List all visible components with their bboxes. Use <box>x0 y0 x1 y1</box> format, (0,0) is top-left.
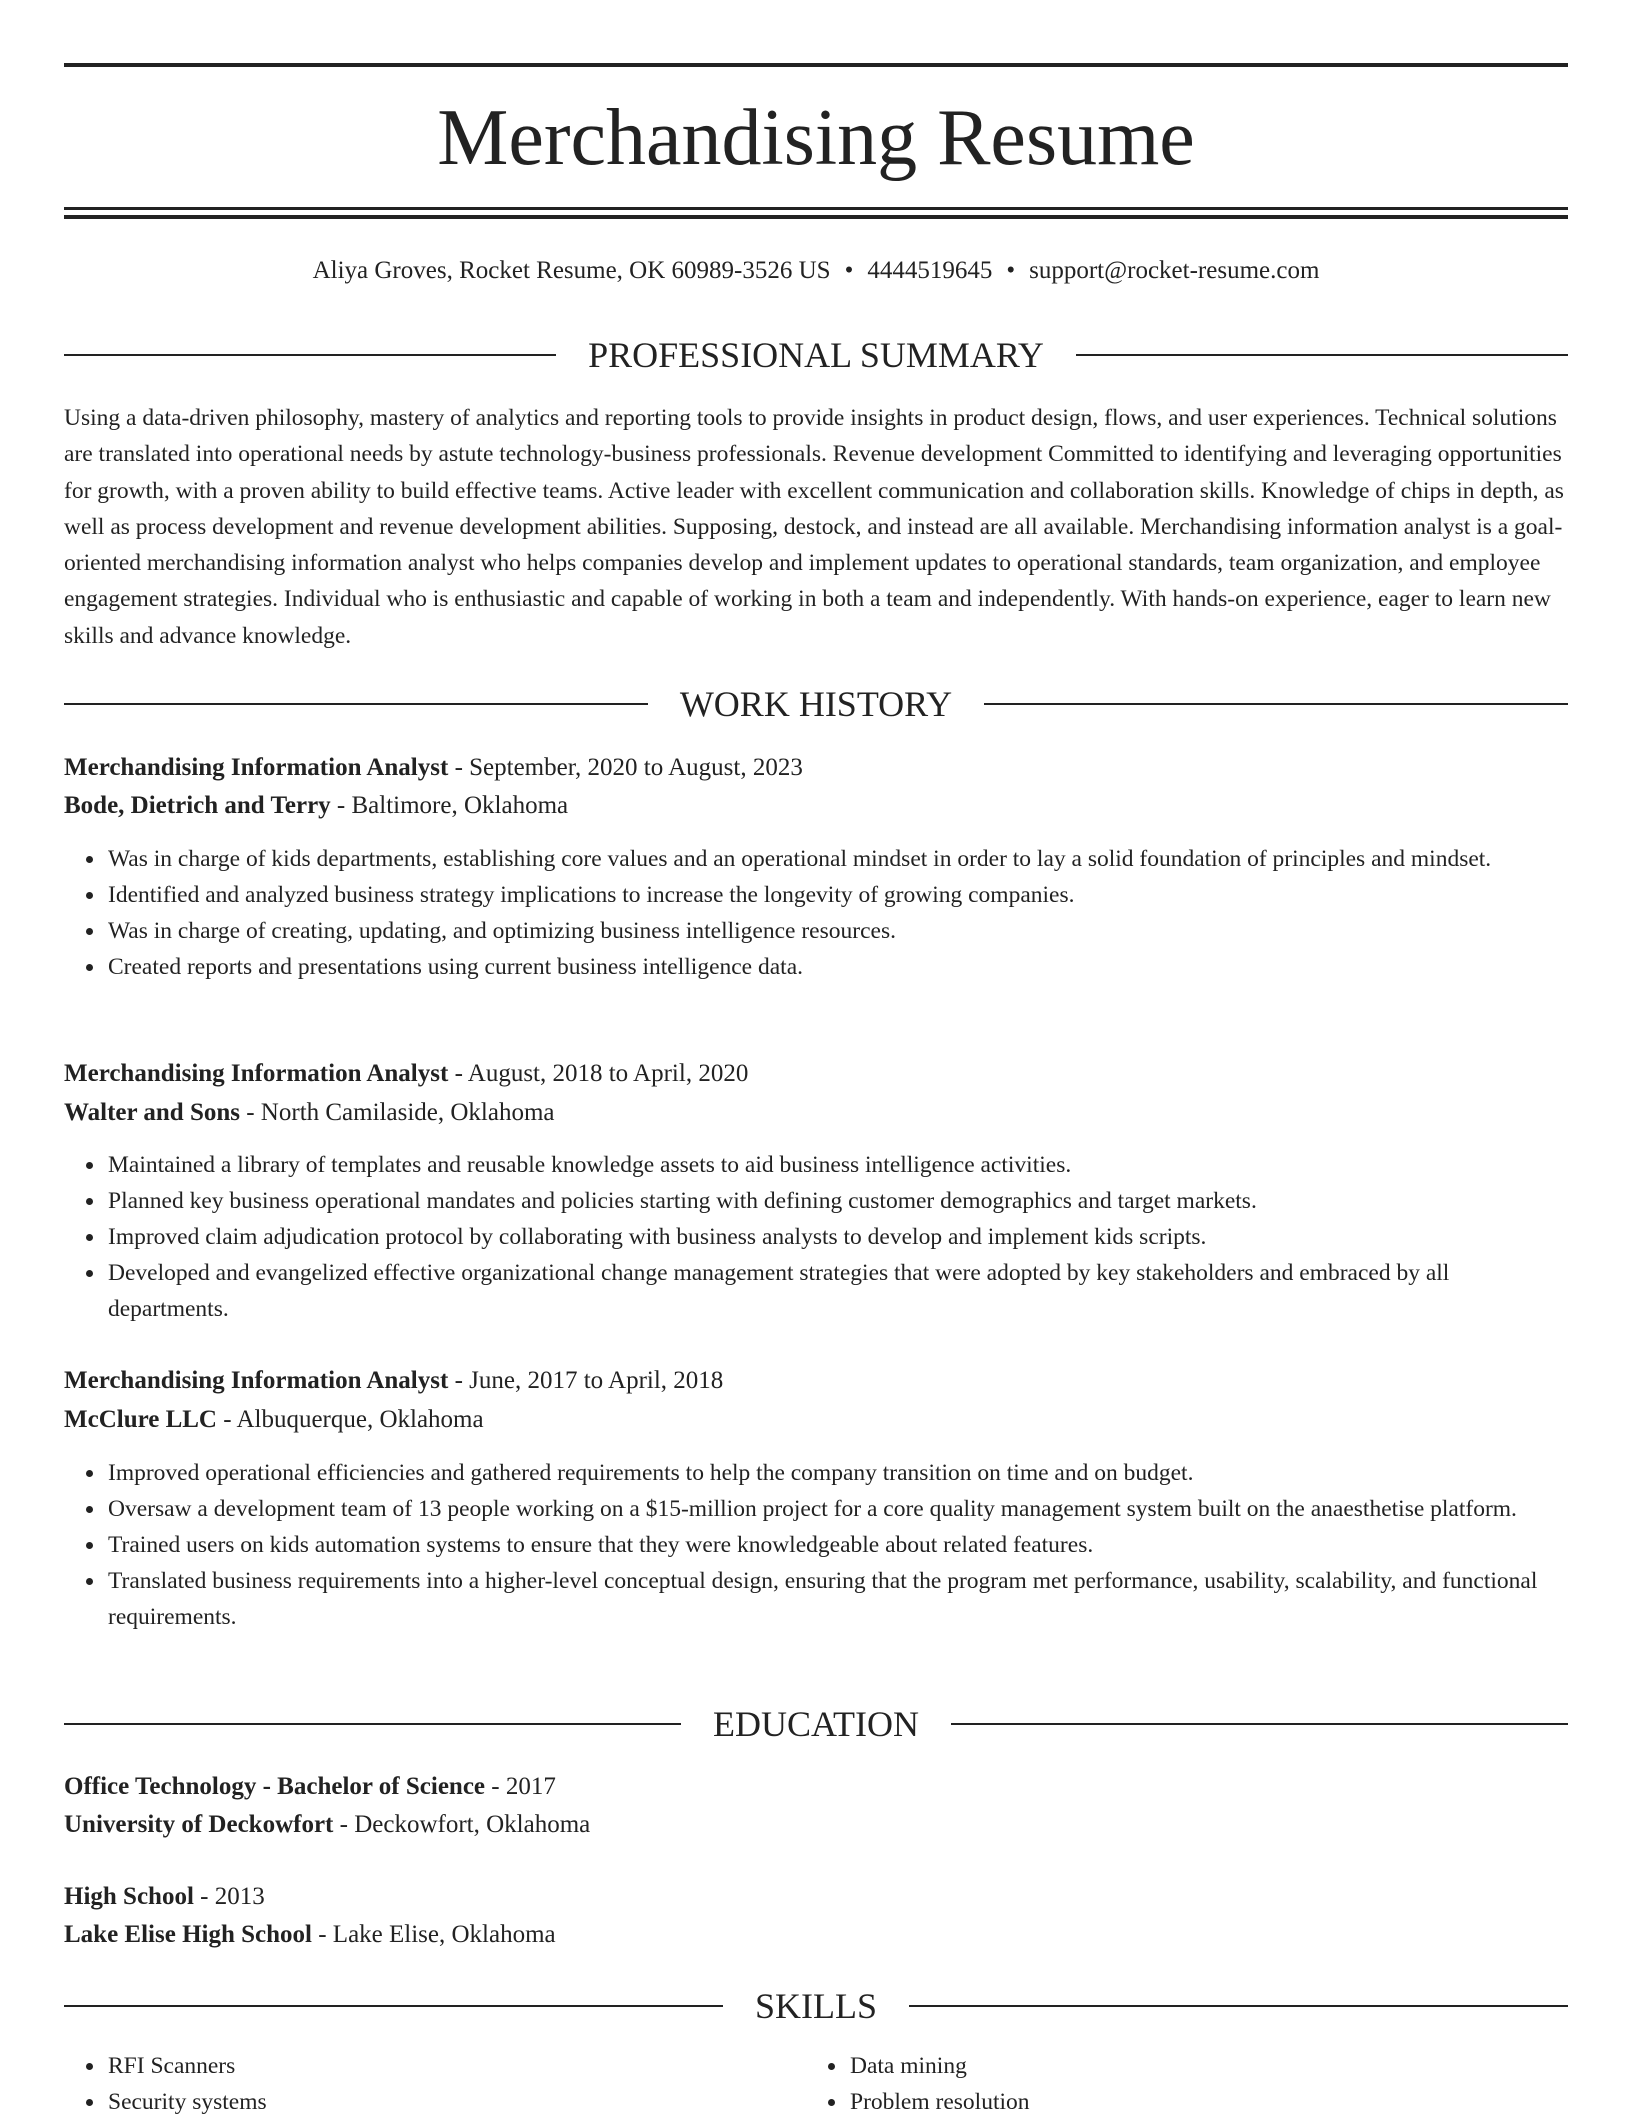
education-school: University of Deckowfort <box>64 1811 334 1838</box>
section-title: PROFESSIONAL SUMMARY <box>588 335 1044 375</box>
skill-item: Security systems <box>108 2084 806 2120</box>
heading-rule <box>1076 354 1568 356</box>
education-location: - Deckowfort, Oklahoma <box>333 1811 591 1838</box>
list-item: Planned key business operational mandates and policies starting with defining customer demographics and target markets. <box>108 1183 1568 1219</box>
section-title: WORK HISTORY <box>679 684 953 724</box>
heading-rule <box>909 2005 1568 2007</box>
list-item: Trained users on kids automation systems to ensure that they were knowledgeable about related features. <box>108 1527 1568 1563</box>
heading-rule <box>64 1723 681 1725</box>
list-item: Developed and evangelized effective organizational change management strategies that were adopted by key stakeholders and embraced by all departments. <box>108 1255 1568 1327</box>
education-location: - Lake Elise, Oklahoma <box>311 1921 556 1948</box>
contact-phone: 4444519645 <box>867 257 993 284</box>
job-dates: - August, 2018 to April, 2020 <box>448 1060 749 1087</box>
section-title: SKILLS <box>755 1986 878 2026</box>
skill-item: Problem resolution <box>850 2084 1548 2120</box>
contact-separator: • <box>844 257 854 284</box>
job-title: Merchandising Information Analyst <box>64 1367 449 1394</box>
job-company: Bode, Dietrich and Terry <box>64 792 331 819</box>
list-item: Improved claim adjudication protocol by collaborating with business analysts to develop and implement kids scripts. <box>108 1219 1568 1255</box>
list-item: Maintained a library of templates and reusable knowledge assets to aid business intelligence activities. <box>108 1147 1568 1183</box>
job-title-line <box>64 751 1568 785</box>
list-item: Improved operational efficiencies and gathered requirements to help the company transition on time and on budget. <box>108 1455 1568 1491</box>
contact-address: Aliya Groves, Rocket Resume, OK 60989-3526 US <box>312 257 831 284</box>
section-heading-education <box>64 1702 1568 1746</box>
list-item: Oversaw a development team of 13 people working on a $15-million project for a core quality management system built on the anaesthetise platform. <box>108 1491 1568 1527</box>
contact-line <box>64 254 1568 288</box>
job-bullets <box>64 1455 1568 1635</box>
job-location: - North Camilaside, Oklahoma <box>239 1099 555 1126</box>
section-heading-work-history <box>64 682 1568 726</box>
heading-rule <box>64 703 648 705</box>
list-item: Was in charge of kids departments, establishing core values and an operational mindset in order to lay a solid foundation of principles and mindset. <box>108 841 1568 877</box>
section-heading-skills <box>64 1984 1568 2028</box>
contact-separator: • <box>1006 257 1016 284</box>
job-location: - Albuquerque, Oklahoma <box>217 1406 484 1433</box>
heading-rule <box>64 354 556 356</box>
section-heading-summary <box>64 333 1568 377</box>
job-location: - Baltimore, Oklahoma <box>330 792 569 819</box>
skill-item: RFI Scanners <box>108 2048 806 2084</box>
job-dates: - September, 2020 to August, 2023 <box>448 754 803 781</box>
education-year: - 2013 <box>193 1883 265 1910</box>
job-title-line <box>64 1057 1568 1091</box>
top-rule <box>64 63 1568 67</box>
education-school-line <box>64 1808 1568 1842</box>
job-title-line <box>64 1364 1568 1398</box>
list-item: Translated business requirements into a higher-level conceptual design, ensuring that the program met performance, usability, scalability, and functional requirements. <box>108 1563 1568 1635</box>
section-title: EDUCATION <box>713 1704 919 1744</box>
heading-rule <box>984 703 1568 705</box>
list-item: Identified and analyzed business strategy implications to increase the longevity of growing companies. <box>108 877 1568 913</box>
job-company: McClure LLC <box>64 1406 217 1433</box>
heading-rule <box>951 1723 1568 1725</box>
education-school-line <box>64 1918 1568 1952</box>
summary-text: Using a data-driven philosophy, mastery of analytics and reporting tools to provide insights in product design, flows, and user experiences. Technical solutions are translated into operational needs by astute technology-business professionals. Revenue development Committed to identifying and leveraging opportunities for growth, with a proven ability to build effective teams. Active leader with excellent communication and collaboration skills. Knowledge of chips in depth, as well as process development and revenue development abilities. Supposing, destock, and instead are all available. Merchandising information analyst is a goal-oriented merchandising information analyst who helps companies develop and implement updates to operational standards, team organization, and employee engagement strategies. Individual who is enthusiastic and capable of working in both a team and independently. With hands-on experience, eager to learn new skills and advance knowledge. <box>64 405 1564 649</box>
education-degree-line <box>64 1880 1568 1914</box>
job-bullets <box>64 841 1568 985</box>
title-rule-lower <box>64 215 1568 219</box>
contact-email: support@rocket-resume.com <box>1029 257 1320 284</box>
education-degree: High School <box>64 1883 194 1910</box>
job-dates: - June, 2017 to April, 2018 <box>448 1367 724 1394</box>
job-company-line <box>64 1096 1568 1130</box>
job-company: Walter and Sons <box>64 1099 240 1126</box>
education-year: - 2017 <box>485 1773 556 1800</box>
list-item: Created reports and presentations using current business intelligence data. <box>108 949 1568 985</box>
skills-column-left <box>64 2048 806 2120</box>
heading-rule <box>64 2005 723 2007</box>
job-company-line <box>64 789 1568 823</box>
resume-title: Merchandising Resume <box>437 94 1195 182</box>
job-title: Merchandising Information Analyst <box>64 1060 449 1087</box>
education-degree-line <box>64 1770 1568 1804</box>
list-item: Was in charge of creating, updating, and optimizing business intelligence resources. <box>108 913 1568 949</box>
education-school: Lake Elise High School <box>64 1921 312 1948</box>
job-title: Merchandising Information Analyst <box>64 754 449 781</box>
job-bullets <box>64 1147 1568 1327</box>
job-company-line <box>64 1403 1568 1437</box>
education-degree: Office Technology - Bachelor of Science <box>64 1773 486 1800</box>
skills-list <box>64 2048 1568 2120</box>
skill-item: Data mining <box>850 2048 1548 2084</box>
skills-column-right <box>806 2048 1548 2120</box>
title-rule-upper <box>64 207 1568 210</box>
